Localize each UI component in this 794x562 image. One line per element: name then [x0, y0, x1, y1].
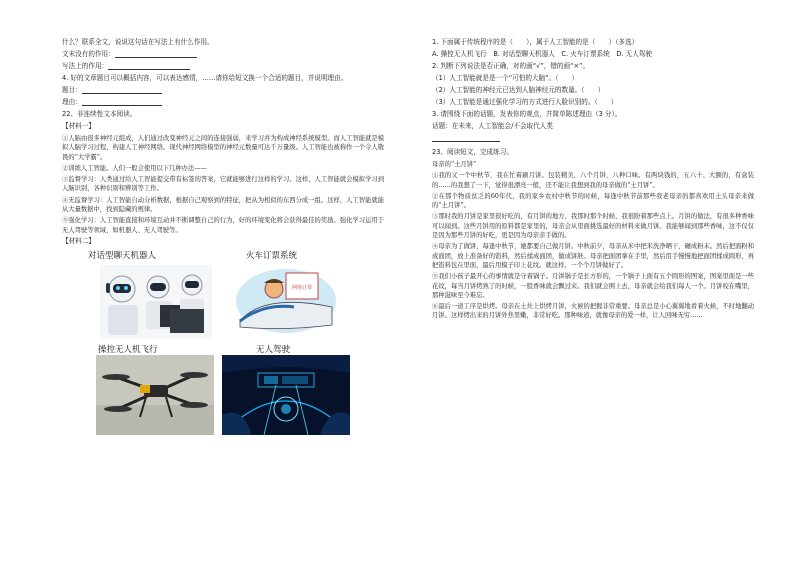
answer-line — [62, 98, 384, 106]
text-line: 什么？联系全文，说说这句话在写法上有什么作用。 — [62, 38, 214, 46]
paragraph: ③那时我的月饼是家里很好吃的，有月饼的地方，我那时那个时候，我很盼着那些点上。月饼的做法，有很多种香味可以闻到。这些月饼用的原料都是家里的，母亲会从里面挑选最好的材料来做月饼。我能够闻到那些香味，这不仅仅是因为那些月饼的好吃，更是因为母亲亲手做的。 — [432, 213, 754, 240]
judgment-item: （2）人工智能的神经元已达到人脑神经元的数量。（ ） — [432, 86, 605, 94]
answer-line — [62, 50, 384, 58]
judgment-item: （1）人工智能就是是一个“可怕的大脑”。（ ） — [432, 74, 579, 82]
paragraph: ②训练人工智能。人们一般会使用以下几种办法—— — [62, 164, 207, 172]
label: 理由： — [62, 98, 82, 106]
topic-text: 话题：在未来，人工智能会/不会取代人类 — [432, 122, 553, 130]
answer-blank[interactable] — [82, 86, 162, 94]
options-text: A. 操控无人机飞行 B. 对话型聊天机器人 C. 火车订票系统 D. 无人驾驶 — [432, 50, 652, 58]
drone-image — [96, 355, 214, 435]
paragraph: ①我的又一个中秋节，我在忙着刷月饼。包装精美，八个月饼，八种口味。有两块钱的，五六十、大额的，有盒装的……的我想了一下，觉得很漂亮一般，还不能让我想到我的母亲做的“土月饼”。 — [432, 172, 754, 189]
train-ticket-image — [234, 263, 338, 335]
story-title: 母亲的“土月饼” — [432, 161, 477, 168]
paragraph: ⑤强化学习：人工智能直接和环境互动并不断调整自己的行为，好的环境变化将会获得最佳的奖励。强化学习运用于无人驾驶等领域，如机器人、无人驾驶等。 — [62, 217, 384, 234]
text-line: 4. 好的文章题目可以概括内容，可以表达感情，……请你给短文换一个合适的题目，并说明理由。 — [62, 74, 348, 82]
paragraph: ④无监督学习：人工智能自动分析数据，根据自己观察到的特征，把从为相似的东西分成一组。这样，人工智能就能从大量数据中，找到隐藏的规律。 — [62, 196, 384, 214]
paragraph: ②在那个物质贫乏的60年代，我的家乡农村中秋节的时候，每逢中秋节前那些我老母亲的都喜欢用土头母亲来做的“土月饼”。 — [432, 192, 754, 210]
judgment-item: （3）人工智能是通过强化学习的方式进行人脸识别的。（ ） — [432, 98, 618, 106]
self-driving-car-image — [222, 355, 350, 435]
caption: 操控无人机飞行 — [98, 344, 158, 355]
left-column — [62, 38, 384, 439]
paragraph: ③监督学习：人类通过给人工智能提交带有标签的答案，它就能够进行这样的学习。这样，人工智能就会模拟学习到人脑识别，各种识别和辨别等工作。 — [62, 176, 384, 193]
question-text: 3. 请围绕下面的话题，发表你的观点，并简单陈述理由（3 分）。 — [432, 110, 622, 118]
answer-line — [432, 134, 754, 142]
answer-blank[interactable] — [108, 62, 190, 70]
label: 题目： — [62, 86, 82, 94]
label: 写法上的作用： — [62, 62, 109, 70]
paragraph: ⑤我们小孩子最开心的事情就是守着锅子。月饼锅子是长方形的，一个锅子上面有五个圆形的图案，图案里面是一些花纹，每当月饼烤熟了的时候，一股香味就会飘过来。我们就会围上去，母亲就会给我们每人一个。月饼咬在嘴里，那种滋味至今难忘。 — [432, 273, 754, 299]
caption: 对话型聊天机器人 — [88, 250, 157, 261]
paragraph: ①人脑由很多神经元组成，人们通过改变神经元之间的连接强弱，来学习并为构成神经系统模型。而人工智能就是模拟人脑学习过程，构建人工神经网络。现代神经网络模型的神经元数量可达千万量级。人工智能也被称作一个令人敬畏的“大学霸”。 — [62, 135, 384, 161]
section-heading: 22、非连续性文本阅读。 — [62, 110, 137, 118]
question-text: 2. 判断下列说法是否正确，对的画“√”，错的画“×”。 — [432, 62, 590, 70]
caption: 火车订票系统 — [246, 250, 298, 261]
answer-line — [62, 86, 384, 94]
caption: 无人驾驶 — [256, 344, 291, 355]
answer-line — [62, 62, 384, 70]
ticket-sign-text: 网络订票 — [291, 284, 313, 291]
answer-blank[interactable] — [82, 98, 162, 106]
paragraph: ⑥最后一道工序是烘烤。母亲在土灶上烘烤月饼，火候的把握非常重要。母亲总是小心翼翼地看着火候，不时地翻动月饼。这样烤出来的月饼外焦里嫩，非常好吃。那种味道，就像母亲的爱一样，让人回味无穷…… — [432, 303, 754, 320]
answer-blank[interactable] — [115, 50, 197, 58]
answer-blank[interactable] — [432, 134, 500, 142]
section-heading: 23、阅读短文，完成练习。 — [432, 148, 513, 156]
label: 文末没有的作用： — [62, 50, 115, 58]
material-images — [62, 249, 384, 439]
right-column — [432, 38, 754, 323]
material-title: 【材料二】 — [62, 236, 95, 245]
chatbot-robots-image — [100, 265, 212, 339]
question-text: 1. 下面属于传统程序的是（ ），属于人工智能的是（ ）（多选） — [432, 38, 639, 46]
paragraph: ④母亲为了做饼，每逢中秋节，她都要自己做月饼。中秋前夕，母亲从米中把米洗净晒干，碾成粉末。然后把面粉和成面团，放上准备好的馅料，然后揉成面团，做成饼胚。母亲把面团拿在手里，然后用手慢慢地把面团揉成圆形，再把馅料包在里面，最后用模子印上花纹。就这样，一个个月饼做好了。 — [432, 243, 754, 269]
material-title: 【材料一】 — [62, 122, 95, 130]
